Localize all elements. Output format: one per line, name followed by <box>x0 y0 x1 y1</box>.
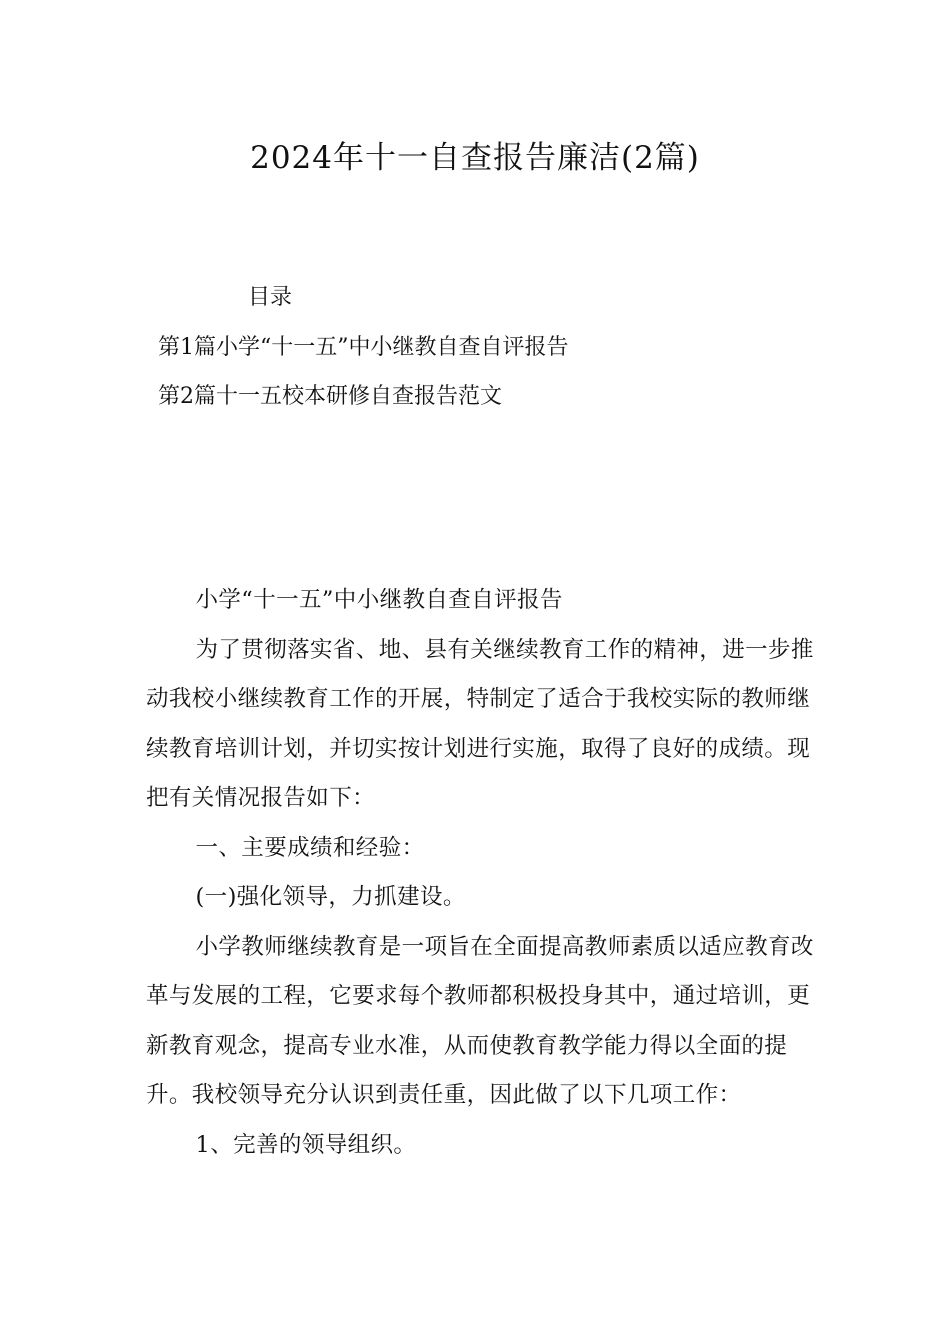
section-heading: 小学“十一五”中小继教自查自评报告 <box>195 587 563 613</box>
paragraph: 一、主要成绩和经验： <box>195 834 425 861</box>
paragraph: 为了贯彻落实省、地、县有关继续教育工作的精神，进一步推动我校小继续教育工作的开展，特制定了适合于我校实际的教师继续教育培训计划，并切实按计划进行实施，取得了良好的成绩。现把有关情况报告如下： <box>146 636 814 811</box>
body-text <box>146 576 818 1170</box>
document-title: 2024年十一自查报告廉洁(2篇) <box>250 140 700 176</box>
toc-item: 第1篇小学“十一五”中小继教自查自评报告 <box>158 335 569 360</box>
paragraph: 小学教师继续教育是一项旨在全面提高教师素质以适应教育改革与发展的工程，它要求每个教师都积极投身其中，通过培训，更新教育观念，提高专业水准，从而使教育教学能力得以全面的提升。我校领导充分认识到责任重，因此做了以下几项工作： <box>146 933 814 1108</box>
toc-heading: 目录 <box>248 285 293 310</box>
toc-item: 第2篇十一五校本研修自查报告范文 <box>158 384 502 409</box>
paragraph: (一)强化领导，力抓建设。 <box>195 884 466 910</box>
paragraph: 1、完善的领导组织。 <box>195 1131 417 1158</box>
